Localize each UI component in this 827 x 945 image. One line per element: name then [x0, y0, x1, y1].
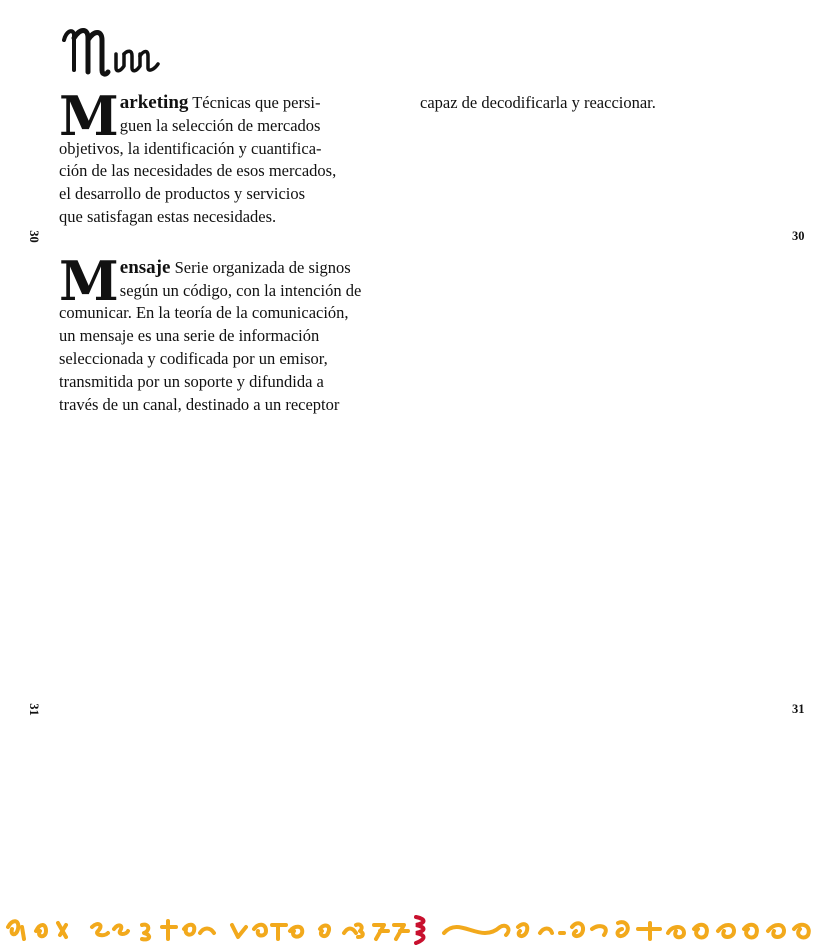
entry-text-line: guen la selección de mercados: [119, 115, 321, 135]
left-column: [59, 84, 404, 444]
entry-text-line: un mensaje es una serie de información: [59, 326, 320, 346]
entry-text-line: objetivos, la identificación y cuantifica-: [59, 138, 322, 158]
entry-mensaje: [59, 248, 404, 417]
drop-cap: M: [59, 248, 119, 313]
entry-term: arketing: [119, 92, 189, 113]
entry-text-line: Técnicas que persi-: [192, 93, 321, 112]
entry-text-line: según un código, con la intención de: [119, 280, 362, 300]
entry-text-line: Serie organizada de signos: [174, 257, 351, 277]
entry-text-line: el desarrollo de productos y servicios: [59, 184, 306, 204]
entry-text-line: través de un canal, destinado a un receptor: [59, 394, 340, 414]
entry-text-line: comunicar. En la teoría de la comunicación,: [59, 303, 349, 323]
entry-marketing: [59, 84, 404, 229]
entry-text-line: que satisfagan estas necesidades.: [59, 206, 277, 226]
entry-text-line: transmitida por un soporte y difundida a: [59, 371, 324, 391]
drop-cap: M: [59, 84, 119, 148]
section-letter-glyph: [58, 20, 178, 80]
page-number-right-bottom: 31: [792, 702, 805, 716]
entry-text-line: ción de las necesidades de esos mercados,: [59, 161, 337, 181]
page-number-right-top: 30: [792, 229, 805, 243]
entry-text-line: seleccionada y codificada por un emisor,: [59, 348, 328, 368]
page-number-left-top: 30: [26, 230, 41, 243]
page-number-left-bottom: 31: [26, 703, 41, 716]
decorative-ornament-border: [0, 905, 827, 945]
right-column: [420, 92, 760, 115]
entry-term: ensaje: [119, 256, 171, 278]
continuation-text: capaz de decodificarla y reaccionar.: [420, 93, 656, 112]
